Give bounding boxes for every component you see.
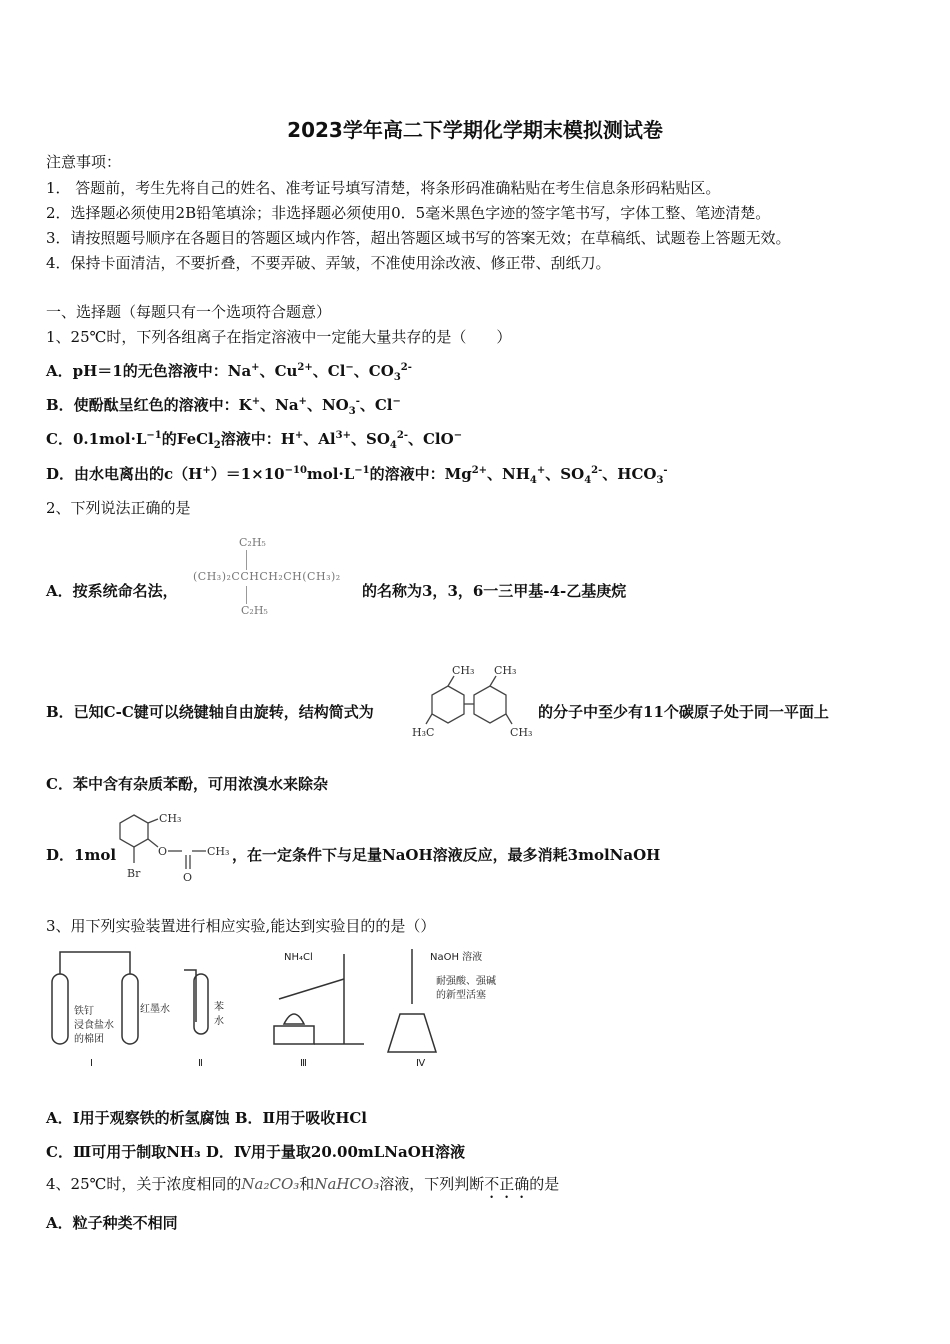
label-h3c: H₃C [412, 726, 435, 739]
q2-option-d-text: ，在一定条件下与足量NaOH溶液反应，最多消耗3molNaOH [232, 846, 661, 864]
conical-flask [388, 1014, 436, 1052]
fig1-label: 红墨水 [140, 1004, 170, 1015]
q1-option-d: D．由水电离出的$c(H^+)=1\times 10^{-10}mol\cdot L^{-1}$的溶液中：$Mg^{2+}$、$NH_4^+$、$SO_4^{2-}$、$HCO_3^-$ [46, 465, 668, 486]
struct-main-chain: (CH₃)₂CCHCH₂CH(CH₃)₂ [193, 570, 341, 583]
fig4-label: 的新型活塞 [436, 990, 486, 1001]
benzene-ring-left [432, 686, 464, 723]
q1-stem: 1、25℃时，下列各组离子在指定溶液中一定能大量共存的是（ ） [46, 328, 512, 346]
figure-number: Ⅲ [300, 1058, 307, 1069]
label-o: O [158, 845, 168, 858]
notice-item-1: 1． 答题前，考生先将自己的姓名、准考证号填写清楚，将条形码准确粘贴在考生信息条形码粘贴区。 [46, 179, 721, 197]
biphenyl-structure [410, 664, 540, 752]
page-title: 2023学年高二下学期化学期末模拟测试卷 [287, 118, 663, 142]
q2-stem: 2、下列说法正确的是 [46, 499, 191, 517]
label-ch3: CH₃ [510, 726, 533, 739]
apparatus-figure [44, 944, 524, 1074]
q4-option-a: A．粒子种类不相同 [46, 1214, 178, 1232]
fig2-label: 水 [214, 1016, 224, 1027]
methyl-bond [506, 714, 512, 724]
notice-heading: 注意事项： [46, 153, 122, 171]
label-o: O [183, 871, 193, 884]
q2-option-b-text: 的分子中至少有11个碳原子处于同一平面上 [538, 703, 829, 721]
branched-alkane-structure [193, 536, 363, 626]
q4-stem: 4、25℃时，关于浓度相同的Na₂CO₃和NaHCO₃溶液，下列判断不正确的是 [46, 1175, 560, 1193]
bromo-ester-structure [112, 805, 232, 890]
heated-tube [279, 979, 344, 999]
fig3-label: NH₄Cl [284, 952, 313, 963]
methyl-bond [490, 676, 496, 686]
label-ch3: CH₃ [207, 845, 230, 858]
q2-option-b-prefix: B．已知C-C键可以绕键轴自由旋转，结构简式为 [46, 703, 374, 721]
bond-line [246, 550, 247, 570]
q1-option-c: C．$0.1mol\cdot L^{-1}$的FeCl$_2$溶液中：H+、$Al^{3+}$、$SO_4^{2-}$、ClO− [46, 430, 463, 451]
fig1-label: 的棉团 [74, 1034, 104, 1045]
benzene-ring [120, 815, 148, 847]
figure-number: Ⅳ [416, 1058, 426, 1069]
lamp [274, 1026, 314, 1044]
methyl-bond [448, 676, 454, 686]
label-ch3: CH₃ [494, 664, 517, 677]
connecting-tube [60, 952, 130, 974]
q3-stem: 3、用下列实验装置进行相应实验,能达到实验目的的是（） [46, 917, 436, 935]
label-ch3: CH₃ [159, 812, 182, 825]
test-tube [52, 974, 68, 1044]
bond-line [246, 586, 247, 604]
notice-item-4: 4．保持卡面清洁，不要折叠，不要弄破、弄皱，不准使用涂改液、修正带、刮纸刀。 [46, 254, 611, 272]
q3-options-cd: C．Ⅲ可用于制取NH₃ D．Ⅳ用于量取20.00mLNaOH溶液 [46, 1143, 465, 1161]
q2-option-c: C．苯中含有杂质苯酚，可用浓溴水来除杂 [46, 775, 328, 793]
q3-options-ab: A．Ⅰ用于观察铁的析氢腐蚀 B．Ⅱ用于吸收HCl [46, 1109, 368, 1127]
q2-option-a-text: 的名称为3，3，6一三甲基-4-乙基庚烷 [362, 582, 627, 600]
methyl-bond [426, 714, 432, 724]
struct-ethyl-bottom: C₂H₅ [241, 604, 268, 617]
fig1-label: 铁钉 [74, 1006, 94, 1017]
methyl-bond [148, 819, 158, 823]
flame [284, 1014, 304, 1024]
fig2-label: 苯 [214, 1002, 224, 1013]
notice-item-2: 2．选择题必须使用2B铅笔填涂；非选择题必须使用0．5毫米黑色字迹的签字笔书写，字体工整、笔迹清楚。 [46, 204, 771, 222]
label-ch3: CH₃ [452, 664, 475, 677]
section-heading: 一、选择题（每题只有一个选项符合题意） [46, 303, 332, 321]
benzene-ring-right [474, 686, 506, 723]
figure-number: Ⅱ [198, 1058, 203, 1069]
fig4-label: NaOH 溶液 [430, 952, 483, 963]
notice-item-3: 3．请按照题号顺序在各题目的答题区域内作答，超出答题区域书写的答案无效；在草稿纸、试题卷上答题无效。 [46, 229, 791, 247]
q2-option-d-prefix: D．1mol [46, 846, 117, 864]
q1-option-a: A．pH＝1的无色溶液中：Na+、$Cu^{2+}$、Cl−、$CO_3^{2-}$ [46, 362, 412, 383]
test-tube [122, 974, 138, 1044]
o-bond [148, 839, 158, 847]
q1-option-b: B．使酚酞呈红色的溶液中：K+、Na+、$NO_3^-$、Cl− [46, 396, 401, 417]
label-br: Br [127, 867, 141, 880]
fig1-label: 浸食盐水 [74, 1020, 114, 1031]
fig4-label: 耐强酸、强碱 [436, 976, 496, 987]
figure-number: Ⅰ [90, 1058, 93, 1069]
struct-ethyl-top: C₂H₅ [239, 536, 266, 549]
q2-option-a-prefix: A．按系统命名法， [46, 582, 178, 600]
